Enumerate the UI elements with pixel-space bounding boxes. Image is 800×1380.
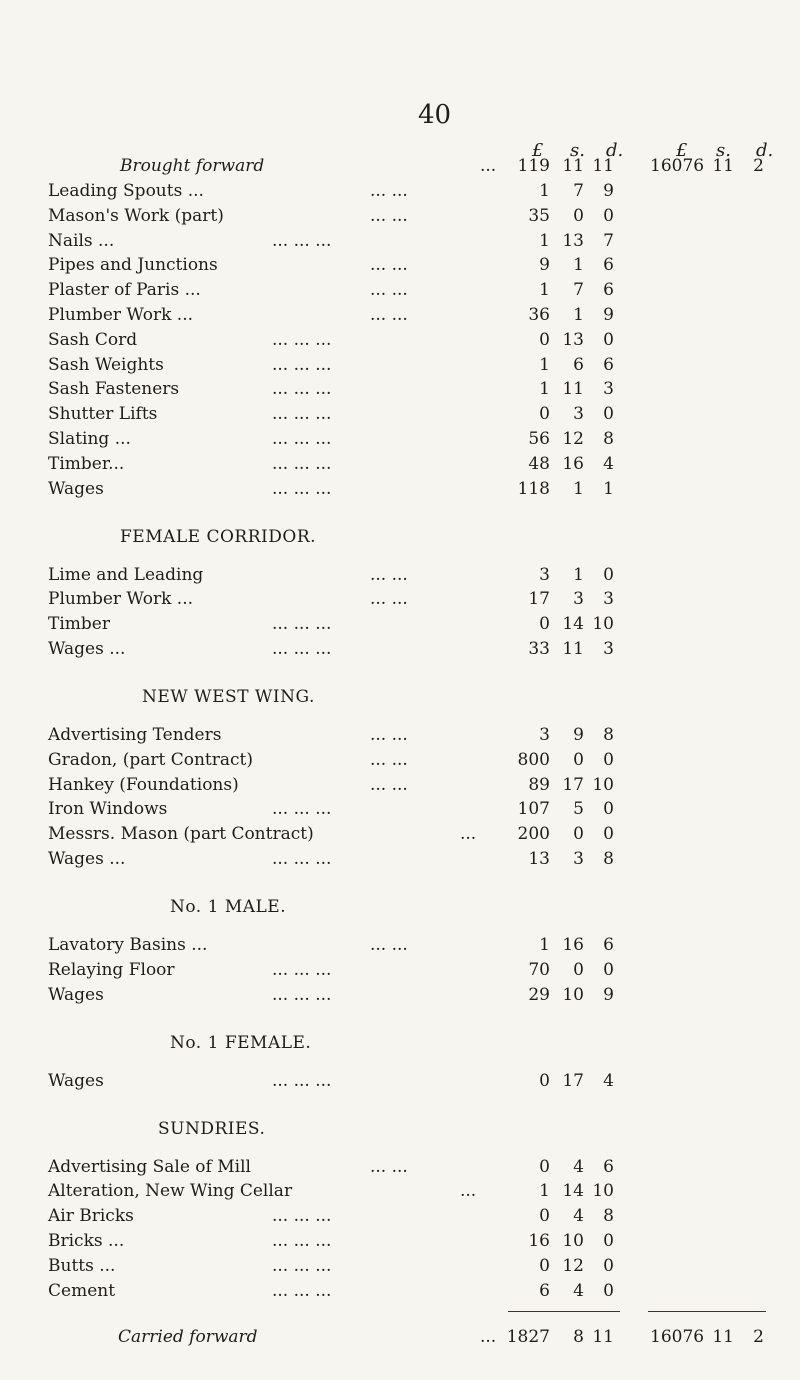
ledger-row	[0, 1281, 800, 1305]
amount-shillings: 12	[562, 1255, 584, 1276]
leader-dots: ... ...	[370, 564, 408, 585]
row-label: Plumber Work ...	[48, 305, 194, 325]
amount-pence: 6	[603, 1156, 614, 1177]
amount-shillings: 11	[562, 639, 584, 659]
total-shillings: 11	[712, 156, 734, 176]
row-label: Pipes and Junctions	[48, 255, 218, 276]
header-pounds-total: £	[676, 140, 688, 161]
amount-pence: 8	[603, 1206, 614, 1227]
amount-shillings: 0	[573, 959, 584, 980]
leader-dots: ... ... ...	[272, 614, 332, 635]
section-heading: FEMALE CORRIDOR.	[120, 526, 317, 547]
row-label: Cement	[48, 1280, 116, 1301]
amount-pounds: 13	[528, 849, 550, 869]
ledger-row	[0, 775, 800, 799]
amount-shillings: 1	[573, 305, 584, 325]
amount-pounds: 17	[528, 589, 550, 610]
amount-pounds: 1	[539, 935, 550, 955]
leader-dots: ... ... ...	[272, 1206, 332, 1227]
leader-dots: ... ... ...	[272, 1231, 332, 1251]
row-label: Lavatory Basins ...	[48, 935, 208, 955]
leader-dots: ... ... ...	[272, 1280, 332, 1301]
amount-pence: 10	[592, 614, 614, 635]
amount-pence: 10	[592, 774, 614, 795]
leader-dots: ... ...	[370, 280, 408, 301]
section-heading: No. 1 FEMALE.	[170, 1032, 312, 1053]
header-shillings-total: s.	[716, 140, 731, 161]
row-label: Relaying Floor	[48, 959, 175, 980]
amount-shillings: 7	[573, 181, 584, 201]
row-label: Bricks ...	[48, 1231, 125, 1251]
ledger-row	[0, 255, 800, 279]
row-label: Sash Cord	[48, 329, 138, 350]
ledger-row	[0, 799, 800, 823]
row-label: Wages	[48, 1070, 104, 1091]
amount-shillings: 16	[562, 935, 584, 955]
amount-pounds: 6	[539, 1280, 550, 1301]
amount-shillings: 1	[573, 255, 584, 276]
row-label: Nails ...	[48, 230, 115, 251]
amount-shillings: 4	[573, 1206, 584, 1227]
row-label: Wages ...	[48, 849, 126, 869]
leader-dots: ... ...	[370, 205, 408, 226]
amount-shillings: 11	[562, 379, 584, 400]
row-label: Mason's Work (part)	[48, 205, 224, 226]
total-pounds: 16076	[650, 1327, 705, 1348]
amount-shillings: 5	[573, 799, 584, 820]
header-pounds: £	[532, 140, 544, 161]
ledger-row	[0, 1157, 800, 1181]
amount-pence: 0	[603, 404, 614, 425]
amount-pence: 0	[603, 799, 614, 820]
amount-pence: 4	[603, 453, 614, 474]
leader-dots: ... ... ...	[272, 404, 332, 425]
leader-dots: ... ... ...	[272, 799, 332, 820]
amount-pence: 0	[603, 1255, 614, 1276]
ledger-row	[0, 725, 800, 749]
amount-pence: 9	[603, 181, 614, 201]
amount-shillings: 0	[573, 205, 584, 226]
row-label: Sash Weights	[48, 354, 164, 375]
row-label: Slating ...	[48, 429, 131, 449]
amount-shillings: 11	[562, 156, 584, 176]
amount-shillings: 13	[562, 230, 584, 251]
carried-forward-row	[0, 1327, 800, 1351]
amount-shillings: 10	[562, 1231, 584, 1251]
ledger-row	[0, 639, 800, 663]
carried-forward-label: Carried forward	[118, 1327, 258, 1348]
ledger-row	[0, 355, 800, 379]
ledger-row	[0, 479, 800, 503]
amount-pence: 0	[603, 749, 614, 770]
amount-pence: 0	[603, 959, 614, 980]
amount-pounds: 16	[528, 1231, 550, 1251]
amount-pounds: 35	[528, 205, 550, 226]
leader-dots: ... ... ...	[272, 354, 332, 375]
ledger-row	[0, 614, 800, 638]
amount-pence: 4	[603, 1070, 614, 1091]
leader-dots: ... ... ...	[272, 639, 332, 659]
leader-dots: ... ... ...	[272, 959, 332, 980]
header-pence: d.	[606, 140, 624, 161]
ledger-row	[0, 750, 800, 774]
amount-shillings: 1	[573, 564, 584, 585]
amount-shillings: 13	[562, 329, 584, 350]
amount-pounds: 1827	[506, 1327, 550, 1348]
amount-pounds: 36	[528, 305, 550, 325]
ledger-row	[0, 429, 800, 453]
amount-pence: 8	[603, 849, 614, 869]
row-label: Advertising Sale of Mill	[48, 1156, 251, 1177]
leader-dots: ... ... ...	[272, 1255, 332, 1276]
leader-dots: ...	[460, 1181, 477, 1202]
row-label: Alteration, New Wing Cellar	[48, 1181, 293, 1202]
row-label: Sash Fasteners	[48, 379, 180, 400]
total-pounds: 16076	[650, 156, 705, 176]
row-label: Plumber Work ...	[48, 589, 194, 610]
amount-pence: 3	[603, 379, 614, 400]
amount-pence: 11	[592, 156, 614, 176]
ledger-row	[0, 181, 800, 205]
ledger-row	[0, 849, 800, 873]
amount-pounds: 3	[539, 725, 550, 745]
ledger-row	[0, 1256, 800, 1280]
header-shillings: s.	[570, 140, 585, 161]
leader-dots: ... ... ...	[272, 429, 332, 449]
leader-dots: ...	[480, 1327, 497, 1348]
row-label: Butts ...	[48, 1255, 116, 1276]
amount-pence: 8	[603, 725, 614, 745]
amount-pence: 10	[592, 1181, 614, 1202]
amount-pence: 9	[603, 305, 614, 325]
amount-pounds: 0	[539, 614, 550, 635]
amount-pence: 6	[603, 280, 614, 301]
ledger-row	[0, 1071, 800, 1095]
leader-dots: ... ... ...	[272, 453, 332, 474]
ledger-row	[0, 985, 800, 1009]
ledger-row	[0, 1181, 800, 1205]
amount-pence: 0	[603, 564, 614, 585]
row-label: Shutter Lifts	[48, 404, 158, 425]
amount-pounds: 1	[539, 1181, 550, 1202]
sum-rule-subtotal	[508, 1311, 620, 1312]
ledger-row	[0, 824, 800, 848]
total-pence: 2	[753, 156, 764, 176]
amount-pounds: 1	[539, 280, 550, 301]
amount-pence: 0	[603, 1231, 614, 1251]
amount-pence: 7	[603, 230, 614, 251]
amount-shillings: 4	[573, 1280, 584, 1301]
amount-pounds: 1	[539, 379, 550, 400]
amount-pounds: 33	[528, 639, 550, 659]
leader-dots: ... ...	[370, 589, 408, 610]
ledger-row	[0, 330, 800, 354]
amount-pounds: 1	[539, 354, 550, 375]
amount-pence: 0	[603, 329, 614, 350]
amount-pounds: 0	[539, 329, 550, 350]
section-heading: No. 1 MALE.	[170, 897, 287, 917]
amount-pence: 6	[603, 354, 614, 375]
leader-dots: ... ...	[370, 255, 408, 276]
amount-shillings: 16	[562, 453, 584, 474]
amount-shillings: 17	[562, 1070, 584, 1091]
row-label: Advertising Tenders	[48, 725, 222, 745]
amount-pounds: 56	[528, 429, 550, 449]
amount-pounds: 0	[539, 1206, 550, 1227]
row-label: Lime and Leading	[48, 564, 204, 585]
amount-shillings: 14	[562, 614, 584, 635]
ledger-row	[0, 206, 800, 230]
ledger-row	[0, 305, 800, 329]
amount-pounds: 9	[539, 255, 550, 276]
amount-pounds: 0	[539, 1070, 550, 1091]
ledger-row	[0, 454, 800, 478]
leader-dots: ... ... ...	[272, 329, 332, 350]
amount-pence: 3	[603, 639, 614, 659]
amount-pounds: 70	[528, 959, 550, 980]
ledger-row	[0, 935, 800, 959]
amount-shillings: 3	[573, 849, 584, 869]
amount-pounds: 89	[528, 774, 550, 795]
row-label: Iron Windows	[48, 799, 168, 820]
header-pence-total: d.	[756, 140, 774, 161]
amount-pounds: 1	[539, 230, 550, 251]
amount-shillings: 14	[562, 1181, 584, 1202]
amount-pounds: 1	[539, 181, 550, 201]
total-shillings: 11	[712, 1327, 734, 1348]
amount-shillings: 0	[573, 824, 584, 845]
amount-pence: 6	[603, 255, 614, 276]
leader-dots: ... ... ...	[272, 984, 332, 1005]
amount-pence: 0	[603, 205, 614, 226]
ledger-row	[0, 404, 800, 428]
amount-shillings: 1	[573, 478, 584, 499]
row-label: Wages	[48, 478, 104, 499]
amount-pounds: 48	[528, 453, 550, 474]
amount-pounds: 0	[539, 1156, 550, 1177]
amount-pounds: 119	[517, 156, 550, 176]
leader-dots: ... ...	[370, 305, 408, 325]
leader-dots: ... ...	[370, 749, 408, 770]
row-label: Timber	[48, 614, 110, 635]
total-pence: 2	[753, 1327, 764, 1348]
amount-shillings: 12	[562, 429, 584, 449]
amount-shillings: 17	[562, 774, 584, 795]
leader-dots: ... ... ...	[272, 379, 332, 400]
leader-dots: ...	[460, 824, 477, 845]
row-label: Plaster of Paris ...	[48, 280, 201, 301]
row-label: Wages	[48, 984, 104, 1005]
section-heading: SUNDRIES.	[158, 1118, 266, 1139]
amount-shillings: 4	[573, 1156, 584, 1177]
amount-shillings: 7	[573, 280, 584, 301]
amount-shillings: 6	[573, 354, 584, 375]
amount-pence: 9	[603, 984, 614, 1005]
amount-pence: 0	[603, 824, 614, 845]
amount-shillings: 3	[573, 589, 584, 610]
leader-dots: ... ... ...	[272, 1070, 332, 1091]
ledger-row	[0, 280, 800, 304]
amount-shillings: 0	[573, 749, 584, 770]
leader-dots: ... ...	[370, 725, 408, 745]
leader-dots: ... ...	[370, 774, 408, 795]
amount-pounds: 0	[539, 1255, 550, 1276]
row-label: Hankey (Foundations)	[48, 774, 239, 795]
sum-rule-total	[648, 1311, 766, 1312]
leader-dots: ... ...	[370, 935, 408, 955]
page-number: 40	[418, 100, 452, 130]
leader-dots: ... ... ...	[272, 478, 332, 499]
row-label: Messrs. Mason (part Contract)	[48, 824, 314, 845]
amount-pence: 6	[603, 935, 614, 955]
amount-shillings: 9	[573, 725, 584, 745]
amount-pence: 0	[603, 1280, 614, 1301]
ledger-row	[0, 589, 800, 613]
ledger-row	[0, 1206, 800, 1230]
amount-pounds: 800	[517, 749, 550, 770]
leader-dots: ... ...	[370, 1156, 408, 1177]
brought-forward-row	[0, 156, 800, 180]
row-label: Gradon, (part Contract)	[48, 749, 253, 770]
leader-dots: ...	[480, 156, 497, 176]
leader-dots: ... ...	[370, 181, 408, 201]
amount-pence: 11	[592, 1327, 614, 1348]
row-label: Air Bricks	[48, 1206, 134, 1227]
amount-pounds: 118	[517, 478, 550, 499]
amount-pounds: 107	[517, 799, 550, 820]
amount-pence: 8	[603, 429, 614, 449]
row-label: Wages ...	[48, 639, 126, 659]
ledger-row	[0, 1231, 800, 1255]
brought-forward-label: Brought forward	[120, 156, 265, 176]
ledger-row	[0, 231, 800, 255]
amount-pence: 3	[603, 589, 614, 610]
amount-shillings: 8	[573, 1327, 584, 1348]
amount-pounds: 29	[528, 984, 550, 1005]
amount-pence: 1	[603, 478, 614, 499]
amount-pounds: 200	[517, 824, 550, 845]
amount-shillings: 10	[562, 984, 584, 1005]
ledger-row	[0, 960, 800, 984]
ledger-row	[0, 379, 800, 403]
leader-dots: ... ... ...	[272, 849, 332, 869]
row-label: Leading Spouts ...	[48, 181, 204, 201]
amount-pounds: 3	[539, 564, 550, 585]
row-label: Timber...	[48, 453, 125, 474]
leader-dots: ... ... ...	[272, 230, 332, 251]
ledger-row	[0, 565, 800, 589]
amount-shillings: 3	[573, 404, 584, 425]
amount-pounds: 0	[539, 404, 550, 425]
section-heading: NEW WEST WING.	[142, 687, 315, 707]
